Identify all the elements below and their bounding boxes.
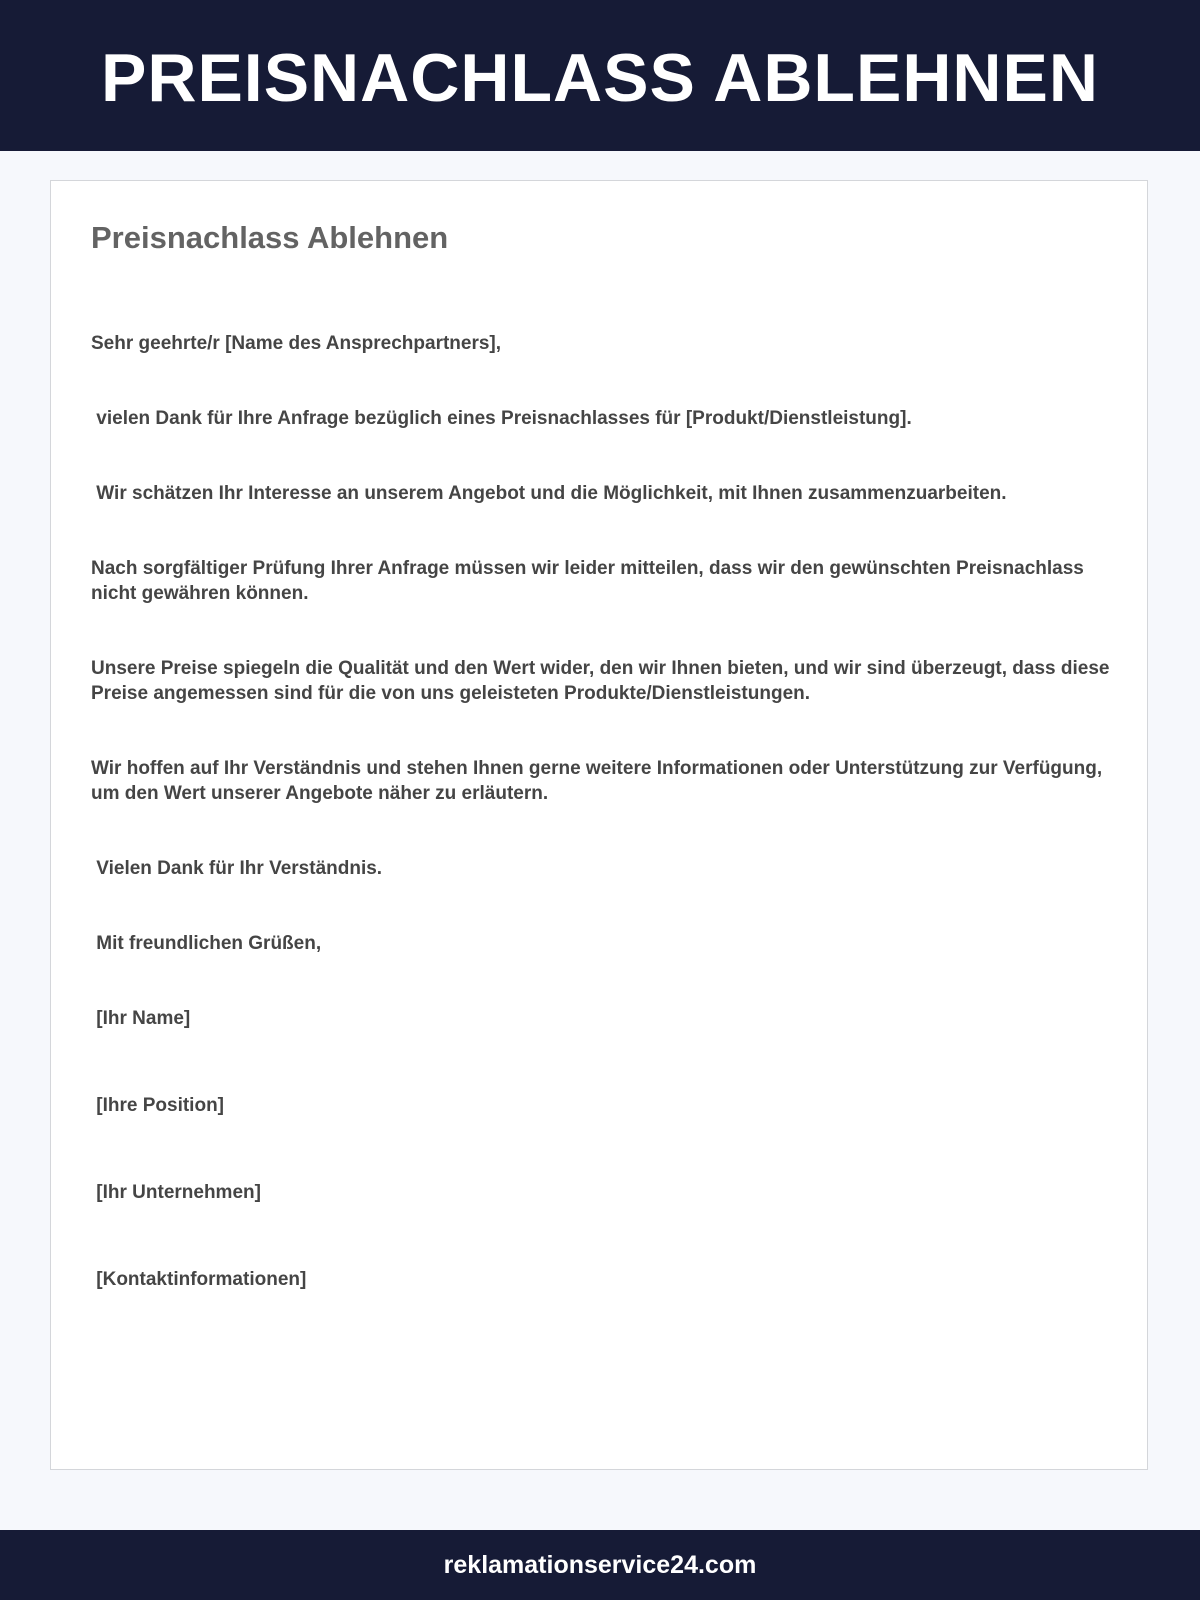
page-footer [0,1530,1200,1600]
signature-position: [Ihre Position] [91,1095,225,1116]
letter-line: Nach sorgfältiger Prüfung Ihrer Anfrage müssen wir leider mitteilen, dass wir den gewünschten Preisnachlass nicht gewähren können. [91,558,1090,604]
footer-site: reklamationservice24.com [443,1550,757,1579]
signature-name: [Ihr Name] [91,1008,191,1029]
letter-line: Wir schätzen Ihr Interesse an unserem Angebot und die Möglichkeit, mit Ihnen zusammenzuarbeiten. [91,483,1007,504]
page-header [0,0,1200,151]
signature-contact: [Kontaktinformationen] [91,1269,307,1290]
letter-card [50,180,1148,1470]
letter-line: vielen Dank für Ihre Anfrage bezüglich eines Preisnachlasses für [Produkt/Dienstleistung]. [91,408,912,429]
closing: Mit freundlichen Grüßen, [91,933,322,954]
letter-body [91,281,1115,1342]
document-title: Preisnachlass Ablehnen [91,220,449,255]
letter-line: Vielen Dank für Ihr Verständnis. [91,858,383,879]
signature-company: [Ihr Unternehmen] [91,1182,261,1203]
letter-line: Unsere Preise spiegeln die Qualität und den Wert wider, den wir Ihnen bieten, und wir sind überzeugt, dass diese Preise angemessen sind für die von uns geleisteten Produkte/Dienstleistungen. [91,658,1115,704]
letter-line: Wir hoffen auf Ihr Verständnis und stehen Ihnen gerne weitere Informationen oder Unterstützung zur Verfügung, um den Wert unserer Angebote näher zu erläutern. [91,758,1108,804]
header-title: PREISNACHLASS ABLEHNEN [100,39,1099,116]
salutation: Sehr geehrte/r [Name des Ansprechpartners], [91,333,502,354]
